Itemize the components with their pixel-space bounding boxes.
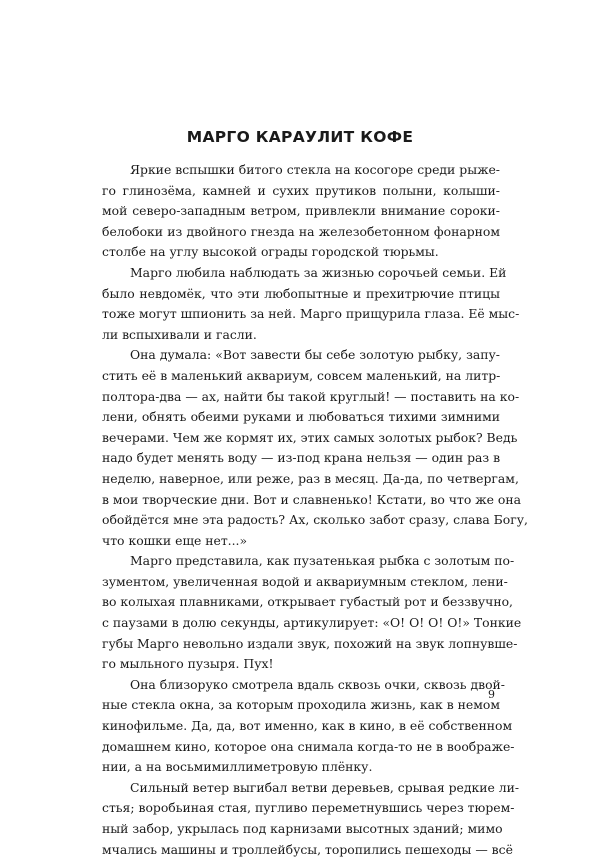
text-line: го мыльного пузыря. Пух! xyxy=(102,656,274,672)
text-line: стить её в маленький аквариум, совсем маленький, на литр- xyxy=(102,367,501,383)
text-line: зументом, увеличенная водой и аквариумным стеклом, лени- xyxy=(102,573,508,589)
text-line: было невдомёк, что эти любопытные и прехитрючие птицы xyxy=(102,285,500,301)
text-line: го глинозёма, камней и сухих прутиков полыни, колыши- xyxy=(102,182,500,198)
paragraph xyxy=(102,778,520,860)
text-line: Яркие вспышки битого стекла на косогоре среди рыже- xyxy=(130,162,500,177)
paragraph xyxy=(102,160,500,263)
paragraph xyxy=(102,263,520,345)
chapter-title: МАРГО КАРАУЛИТ КОФЕ xyxy=(186,128,414,146)
paragraph xyxy=(102,345,528,551)
text-line: Сильный ветер выгибал ветви деревьев, срывая редкие ли- xyxy=(130,779,520,795)
text-line: обойдётся мне эта радость? Ах, сколько забот сразу, слава Богу, xyxy=(102,512,528,528)
text-line: полтора-два — ах, найти бы такой круглый! — поставить на ко- xyxy=(102,388,520,404)
text-line: домашнем кино, которое она снимала когда-то не в воображе- xyxy=(102,738,515,754)
text-line: Марго представила, как пузатенькая рыбка с золотым по- xyxy=(130,553,515,569)
text-line: тоже могут шпионить за ней. Марго прищурила глаза. Её мыс- xyxy=(102,306,520,322)
text-line: Она близоруко смотрела вдаль сквозь очки, сквозь двой- xyxy=(130,676,505,692)
text-line: мчались машины и троллейбусы, торопились пешеходы — всё xyxy=(102,841,513,857)
text-line: неделю, наверное, или реже, раз в месяц. Да-да, по четвергам, xyxy=(102,470,519,486)
page-number: 9 xyxy=(488,688,495,701)
text-line: мой северо-западным ветром, привлекли внимание сороки- xyxy=(102,203,500,219)
text-line: белобоки из двойного гнезда на железобетонном фонарном xyxy=(102,223,500,239)
text-line: вечерами. Чем же кормят их, этих самых золотых рыбок? Ведь xyxy=(102,429,518,445)
text-line: во колыхая плавниками, открывает губастый рот и беззвучно, xyxy=(102,594,513,610)
paragraph xyxy=(102,551,522,675)
text-line: нии, а на восьмимиллиметровую плёнку. xyxy=(102,759,373,775)
text-line: стья; воробьиная стая, пугливо переметнувшись через тюрем- xyxy=(102,800,515,816)
text-line: надо будет менять воду — из-под крана нельзя — один раз в xyxy=(102,450,501,466)
text-line: кинофильме. Да, да, вот именно, как в кино, в её собственном xyxy=(102,718,513,734)
text-line: Она думала: «Вот завести бы себе золотую рыбку, запу- xyxy=(130,347,500,363)
text-line: столбе на углу высокой ограды городской тюрьмы. xyxy=(102,244,439,260)
body-text xyxy=(102,160,528,860)
text-line: в мои творческие дни. Вот и славненько! Кстати, во что же она xyxy=(102,491,521,507)
text-line: ли вспыхивали и гасли. xyxy=(102,326,257,342)
text-line: ный забор, укрылась под карнизами высотных зданий; мимо xyxy=(102,821,503,836)
text-line: Марго любила наблюдать за жизнью сорочьей семьи. Ей xyxy=(130,264,507,280)
text-line: ные стекла окна, за которым проходила жизнь, как в немом xyxy=(102,697,500,713)
text-line: с паузами в долю секунды, артикулирует: «О! О! О! О!» Тонкие xyxy=(102,615,522,631)
paragraph xyxy=(102,675,515,778)
text-line: губы Марго невольно издали звук, похожий на звук лопнувше- xyxy=(102,635,518,651)
text-line: лени, обнять обеими руками и любоваться тихими зимними xyxy=(102,409,500,425)
text-line: что кошки еще нет...» xyxy=(102,532,248,548)
